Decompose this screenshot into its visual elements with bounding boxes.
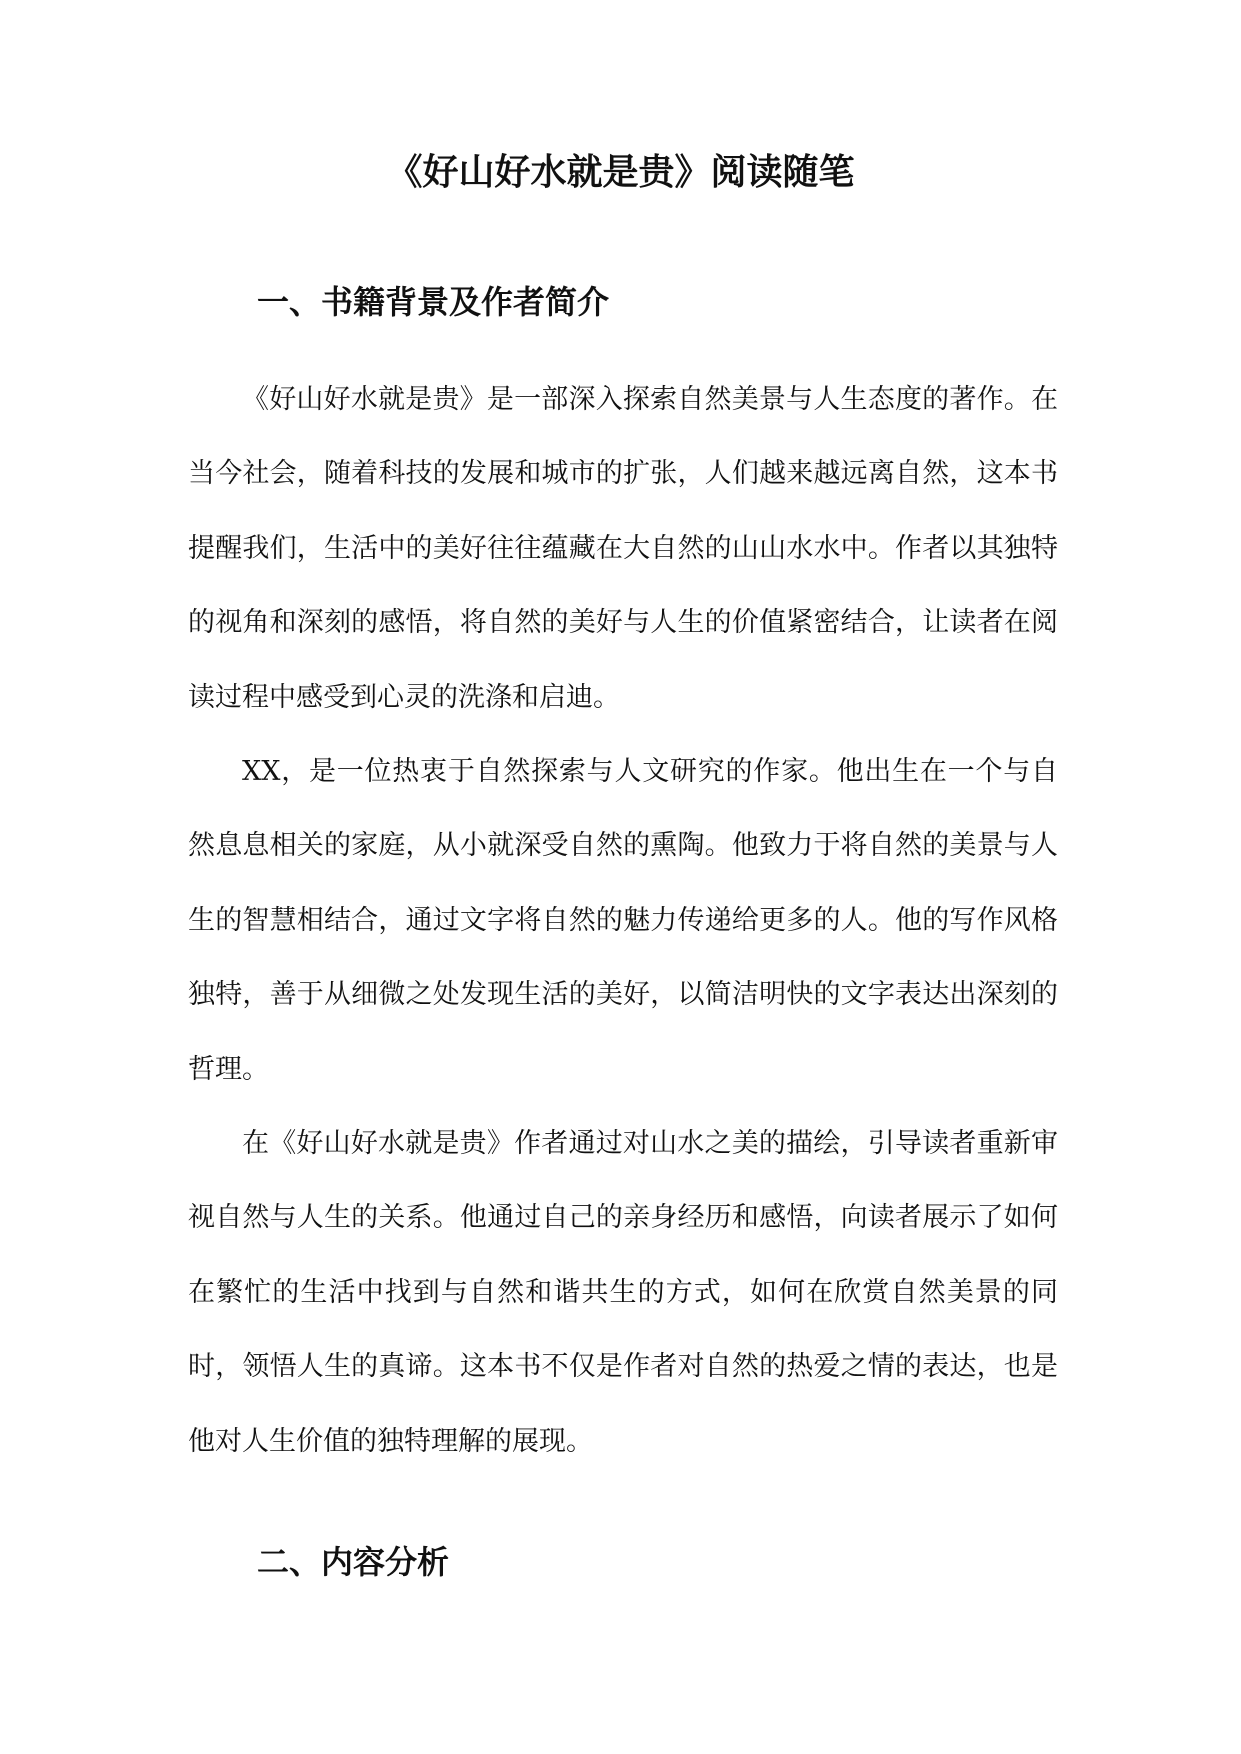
section-body-background	[188, 363, 1058, 1479]
paragraph-book-intro: 《好山好水就是贵》是一部深入探索自然美景与人生态度的著作。在当今社会，随着科技的发展和城市的扩张，人们越来越远离自然，这本书提醒我们，生活中的美好往往蕴藏在大自然的山山水水中。作者以其独特的视角和深刻的感悟，将自然的美好与人生的价值紧密结合，让读者在阅读过程中感受到心灵的洗涤和启迪。	[188, 384, 1058, 713]
section-heading-content-analysis: 二、内容分析	[257, 1543, 450, 1581]
section-heading-background: 一、书籍背景及作者简介	[257, 283, 610, 321]
document-title: 《好山好水就是贵》阅读随笔	[386, 151, 855, 193]
paragraph-author-intro: XX，是一位热衷于自然探索与人文研究的作家。他出生在一个与自然息息相关的家庭，从小就深受自然的熏陶。他致力于将自然的美景与人生的智慧相结合，通过文字将自然的魅力传递给更多的人。他的写作风格独特，善于从细微之处发现生活的美好，以简洁明快的文字表达出深刻的哲理。	[188, 756, 1058, 1085]
paragraph-book-summary: 在《好山好水就是贵》作者通过对山水之美的描绘，引导读者重新审视自然与人生的关系。他通过自己的亲身经历和感悟，向读者展示了如何在繁忙的生活中找到与自然和谐共生的方式，如何在欣赏自然美景的同时，领悟人生的真谛。这本书不仅是作者对自然的热爱之情的表达，也是他对人生价值的独特理解的展现。	[188, 1128, 1058, 1457]
